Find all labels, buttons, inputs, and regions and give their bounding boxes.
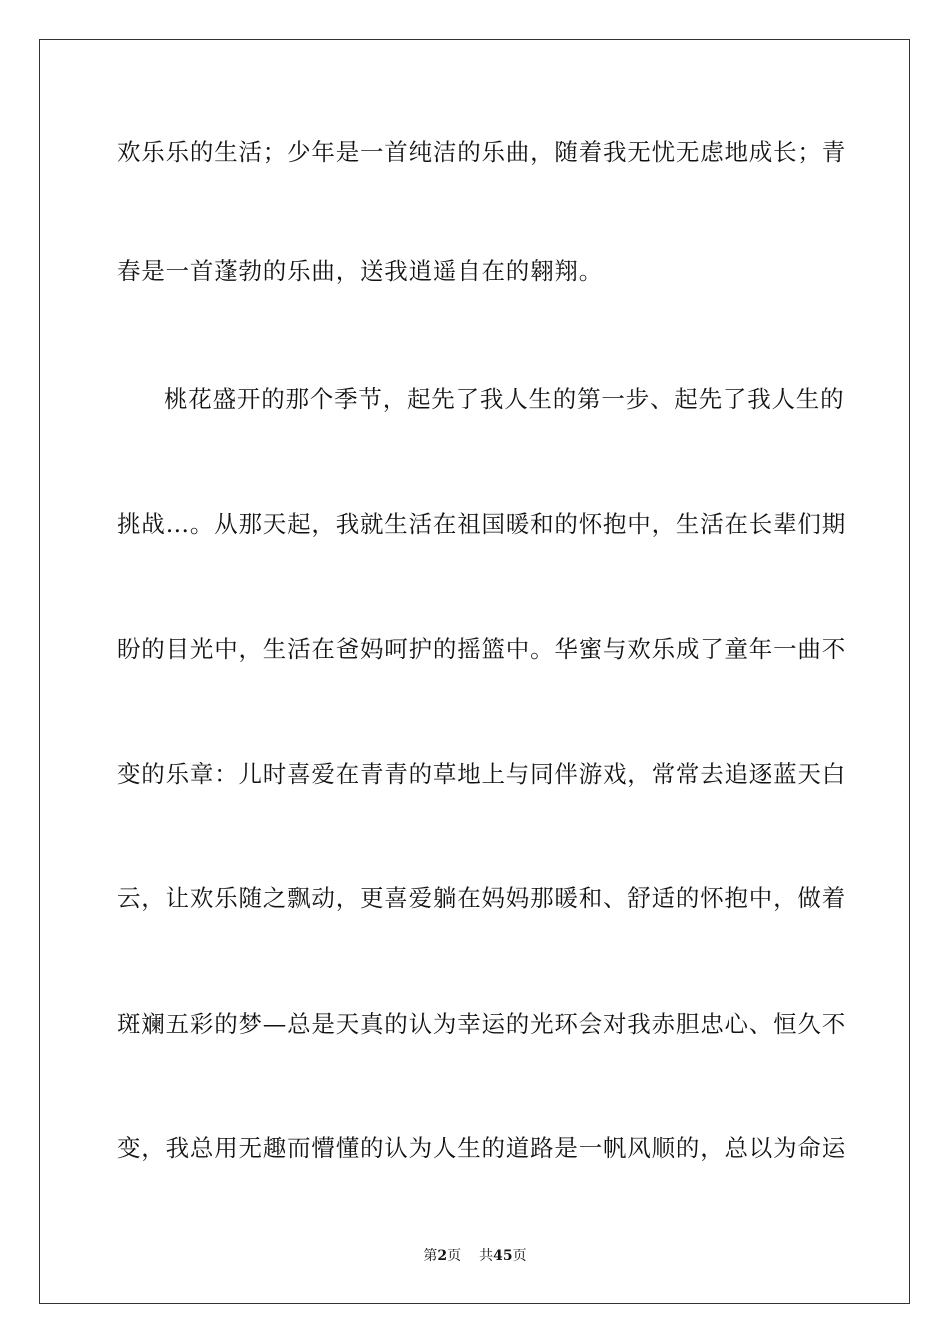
page-suffix: 页 <box>447 1248 462 1264</box>
body-line-7: 云，让欢乐随之飘动，更喜爱躺在妈妈那暖和、舒适的怀抱中，做着 <box>117 884 846 912</box>
page-number: 2 <box>437 1248 448 1264</box>
body-line-2: 春是一首蓬勃的乐曲，送我逍遥自在的翱翔。 <box>117 257 603 285</box>
paragraph-start-line: 桃花盛开的那个季节，起先了我人生的第一步、起先了我人生的 <box>164 385 845 413</box>
body-line-6: 变的乐章：儿时喜爱在青青的草地上与同伴游戏，常常去追逐蓝天白 <box>117 760 846 788</box>
page-border <box>39 39 910 1304</box>
total-pages: 45 <box>493 1248 513 1264</box>
body-line-5: 盼的目光中，生活在爸妈呵护的摇篮中。华蜜与欢乐成了童年一曲不 <box>117 635 846 663</box>
page-prefix: 第 <box>423 1248 438 1264</box>
page-footer <box>0 1247 950 1265</box>
total-prefix: 共 <box>479 1248 494 1264</box>
body-line-1: 欢乐乐的生活；少年是一首纯洁的乐曲，随着我无忧无虑地成长；青 <box>117 138 846 166</box>
body-line-8: 斑斓五彩的梦—总是天真的认为幸运的光环会对我赤胆忠心、恒久不 <box>117 1010 846 1038</box>
body-line-9: 变，我总用无趣而懵懂的认为人生的道路是一帆风顺的，总以为命运 <box>117 1134 846 1162</box>
total-suffix: 页 <box>512 1248 527 1264</box>
body-line-4: 挑战…。从那天起，我就生活在祖国暖和的怀抱中，生活在长辈们期 <box>117 510 846 538</box>
